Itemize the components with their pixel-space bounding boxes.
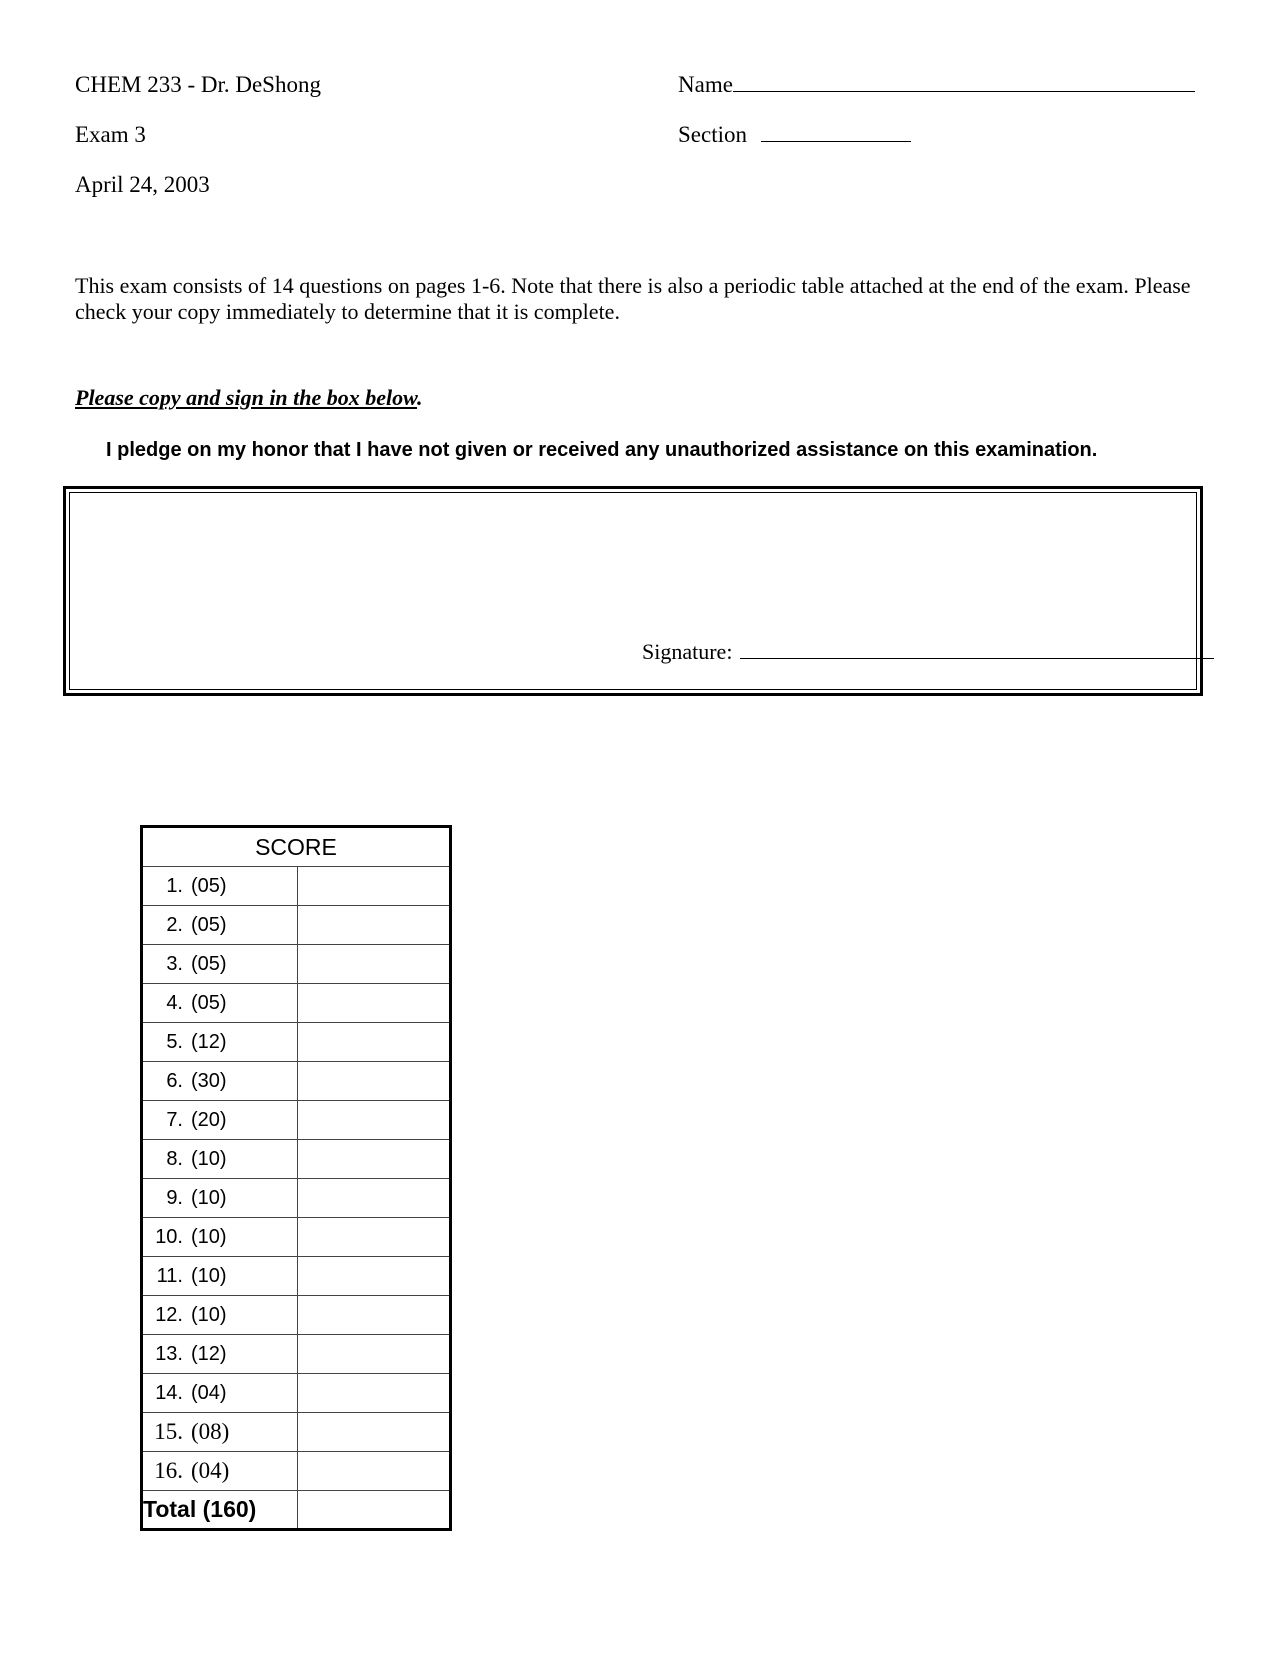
question-points: (04) xyxy=(191,1458,230,1483)
question-points: (04) xyxy=(191,1381,227,1404)
question-label xyxy=(142,1413,298,1452)
name-blank[interactable] xyxy=(733,91,1195,92)
question-number: 9. xyxy=(166,1186,183,1209)
question-number: 13. xyxy=(155,1342,183,1365)
score-row xyxy=(142,1140,451,1179)
question-number: 12. xyxy=(155,1303,183,1326)
question-label xyxy=(142,1257,298,1296)
question-number: 10. xyxy=(155,1225,183,1248)
signature-label: Signature: xyxy=(642,639,733,664)
name-label: Name xyxy=(678,72,733,97)
score-table-header xyxy=(142,827,451,867)
question-label xyxy=(142,1023,298,1062)
score-entry-cell[interactable] xyxy=(298,1413,451,1452)
total-entry-cell[interactable] xyxy=(298,1491,451,1530)
score-row xyxy=(142,1218,451,1257)
question-number: 2. xyxy=(166,913,183,936)
question-points: (05) xyxy=(191,991,227,1014)
section-label: Section xyxy=(678,122,747,147)
question-points: (10) xyxy=(191,1147,227,1170)
score-entry-cell[interactable] xyxy=(298,906,451,945)
score-total-row xyxy=(142,1491,451,1530)
score-table xyxy=(140,825,452,1531)
question-number: 11. xyxy=(156,1264,183,1287)
question-points: (10) xyxy=(191,1186,227,1209)
question-label xyxy=(142,1062,298,1101)
signature-box[interactable] xyxy=(63,486,1203,696)
question-label xyxy=(142,1140,298,1179)
score-row xyxy=(142,867,451,906)
score-entry-cell[interactable] xyxy=(298,945,451,984)
score-entry-cell[interactable] xyxy=(298,1023,451,1062)
honor-pledge: I pledge on my honor that I have not given or received any unauthorized assistance on this examination. xyxy=(106,439,1098,461)
score-row xyxy=(142,984,451,1023)
question-label xyxy=(142,867,298,906)
score-row xyxy=(142,1413,451,1452)
score-row xyxy=(142,945,451,984)
score-entry-cell[interactable] xyxy=(298,1374,451,1413)
score-entry-cell[interactable] xyxy=(298,1140,451,1179)
score-entry-cell[interactable] xyxy=(298,1101,451,1140)
copy-sign-instruction xyxy=(75,385,423,411)
section-blank[interactable] xyxy=(761,141,911,142)
question-points: (12) xyxy=(191,1030,227,1053)
score-entry-cell[interactable] xyxy=(298,1296,451,1335)
question-number: 6. xyxy=(166,1069,183,1092)
score-entry-cell[interactable] xyxy=(298,1452,451,1491)
copy-sign-text: Please copy and sign in the box below xyxy=(75,385,418,410)
score-row xyxy=(142,1062,451,1101)
question-points: (05) xyxy=(191,874,227,897)
question-points: (10) xyxy=(191,1264,227,1287)
score-row xyxy=(142,1452,451,1491)
question-label xyxy=(142,1452,298,1491)
score-row xyxy=(142,1179,451,1218)
question-number: 4. xyxy=(166,991,183,1014)
question-label xyxy=(142,1179,298,1218)
question-points: (05) xyxy=(191,913,227,936)
score-entry-cell[interactable] xyxy=(298,1257,451,1296)
question-label xyxy=(142,945,298,984)
score-entry-cell[interactable] xyxy=(298,1179,451,1218)
score-row xyxy=(142,1257,451,1296)
question-label xyxy=(142,984,298,1023)
question-points: (10) xyxy=(191,1225,227,1248)
exam-date: April 24, 2003 xyxy=(75,172,210,197)
score-row xyxy=(142,1296,451,1335)
question-number: 16. xyxy=(154,1458,183,1483)
score-entry-cell[interactable] xyxy=(298,984,451,1023)
name-field[interactable] xyxy=(678,72,1195,98)
score-row xyxy=(142,1374,451,1413)
score-row xyxy=(142,1023,451,1062)
question-points: (12) xyxy=(191,1342,227,1365)
question-points: (05) xyxy=(191,952,227,975)
score-row xyxy=(142,906,451,945)
question-points: (10) xyxy=(191,1303,227,1326)
question-points: (30) xyxy=(191,1069,227,1092)
score-title: SCORE xyxy=(142,827,451,867)
question-label xyxy=(142,1296,298,1335)
question-number: 1. xyxy=(166,874,183,897)
score-row xyxy=(142,1101,451,1140)
score-entry-cell[interactable] xyxy=(298,867,451,906)
question-label xyxy=(142,1101,298,1140)
course-title: CHEM 233 - Dr. DeShong xyxy=(75,72,321,97)
question-points: (08) xyxy=(191,1419,230,1444)
signature-line[interactable] xyxy=(642,639,1214,665)
section-field[interactable] xyxy=(678,122,911,148)
score-entry-cell[interactable] xyxy=(298,1218,451,1257)
question-points: (20) xyxy=(191,1108,227,1131)
question-number: 3. xyxy=(166,952,183,975)
question-label xyxy=(142,1374,298,1413)
question-number: 5. xyxy=(166,1030,183,1053)
exam-number: Exam 3 xyxy=(75,122,146,147)
total-label: Total (160) xyxy=(142,1491,298,1530)
signature-blank[interactable] xyxy=(740,658,1214,659)
question-number: 7. xyxy=(166,1108,183,1131)
score-row xyxy=(142,1335,451,1374)
copy-sign-period: . xyxy=(417,385,423,410)
question-label xyxy=(142,1218,298,1257)
score-entry-cell[interactable] xyxy=(298,1062,451,1101)
exam-instructions: This exam consists of 14 questions on pages 1-6. Note that there is also a periodic table attached at the end of the exam. Please check your copy immediately to determine that it is complete. xyxy=(75,273,1191,324)
question-number: 14. xyxy=(155,1381,183,1404)
question-label xyxy=(142,906,298,945)
score-entry-cell[interactable] xyxy=(298,1335,451,1374)
question-label xyxy=(142,1335,298,1374)
question-number: 8. xyxy=(166,1147,183,1170)
question-number: 15. xyxy=(154,1419,183,1444)
